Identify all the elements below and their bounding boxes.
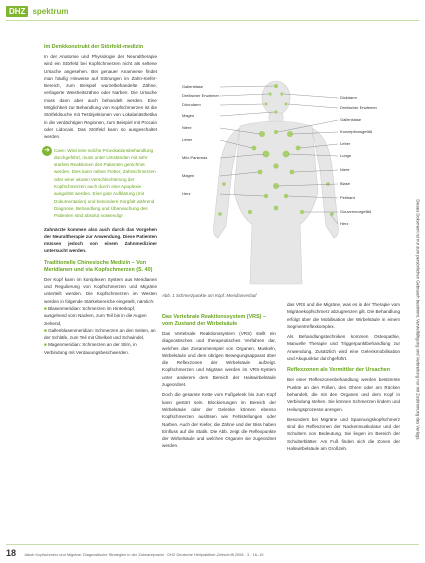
section-heading: Reflexzonen als Vermittler der Ursachen	[287, 367, 391, 374]
figure-label: Leber	[340, 141, 351, 146]
figure-label: Dreifacher Erwärmer	[340, 105, 377, 110]
section-heading: Traditionelle Chinesische Medizin – Von Meridianen und via Kopfschmerzen (S. 40)	[44, 259, 153, 273]
side-copyright-note: Dieses Dokument ist nur zum persönlichen Gebrauch bestimmt. Vervielfältigung und Verbreitung nur mit Zustimmung des Verlags.	[415, 199, 421, 441]
arrow-icon: ➜	[42, 146, 52, 156]
list-item: ■ Blasenmeridian: Schmerzen im Hinterkopf, ausgehend vom Nacken, zum Teil bis in die Augen ziehend,	[44, 305, 147, 326]
figure-label: Leber	[182, 137, 193, 142]
page-header	[6, 6, 68, 17]
paragraph: das VRS und die Migräne, was es in der Therapie vom Migränekopfschmerz abzugrenzen gilt. Die Behandlung erfolgt über die Mobilisation der Wirbelsäule in einem Segmentreflexkomplex.	[287, 302, 400, 329]
figure-label: Gouverneurgefäß	[340, 209, 372, 214]
figure-label: Dünndarm	[182, 102, 201, 107]
figure-label: Perikard	[340, 195, 355, 200]
paragraph: Das Vertebrale Reaktionssystem (VRS) stellt ein diagnostisches und therapeutisches Verfahren dar, welches das Zusammenspiel von Organen, Muskeln, Wirbelsäule und dem übrigen Bewegungsapparat über die Reflexzonen der Wirbelsäule aufzeigt. Kopfschmerzen und Migräne werden im VRS-System unter anderem dem Bereich der Halswirbelsäule zugeordnet.	[162, 331, 276, 388]
paragraph: Besonders bei Migräne und Spannungskopfschmerz sind die Reflexzonen der Nackenmuskulatur und der Schultern von Bedeutung. Sie liegen im Bereich der Schulterblätter. Am Fuß finden sich die Zonen der Halswirbelsäule am Großzeh.	[287, 416, 400, 452]
figure-label: Lunge	[340, 153, 352, 158]
figure-label: Blase	[340, 181, 351, 186]
figure-label: Magen	[182, 113, 195, 118]
figure-label: Dickdarm	[340, 95, 357, 100]
figure-label: Milz-Pankreas	[182, 155, 208, 160]
figure-label: Dreifacher Erwärmer	[182, 93, 219, 98]
figure-label: Herz	[182, 191, 191, 196]
paragraph: Bei einer Reflexzonenbehandlung werden bestimmte Punkte an den Füßen, den Ohren oder am Rücken behandelt, die mit den Organen und dem Kopf in Verbindung stehen. Sie können Schmerzen lindern und Heilungsprozesse anregen.	[287, 377, 400, 412]
figure-label: Herz	[340, 221, 349, 226]
body-chart-figure	[162, 74, 390, 290]
section-heading: Das Vertebrale Reaktionssystem (VRS) – vom Zustand der Wirbelsäule	[162, 314, 266, 327]
bullet-list	[44, 305, 157, 356]
paragraph: Der Kopf kann im komplexen System aus Meridianen und Regulierung von Kopfschmerzen und Migräne unterteilt werden. Die Kopfschmerzen im Westen werden in folgende Stärkebereiche eingeteilt, nämlich:	[44, 276, 157, 304]
list-item: ■ Gallenblasenmeridian: Schmerzen an den Seiten, an der Schläfe, zum Teil mit Übelkeit und Schwindel,	[44, 327, 156, 341]
figure-label: Gallenblase	[182, 84, 204, 89]
paragraph: Als Behandlungstechniken kommen Osteopathie, Manuelle Therapie und Triggerpunktbehandlung zur Anwendung. Zusätzlich wird eine Gelenkmobilisation und Akupunktur durchgeführt.	[287, 334, 400, 362]
figure-label: Niere	[182, 125, 192, 130]
caution-note	[44, 147, 157, 220]
paragraph: In der Anatomie und Physiologie der Neuraltherapie wird ein Störfeld bei Kopfschmerzen nicht als seltene Ursache angesehen. Bei genauer Anamnese findet man häufig Hinweise auf Störungen im Zahn-Kiefer-Bereich, zum Beispiel wurzelbehandelte Zähne, verlagerte Weisheitszähne oder Narben. Die Ursache muss dann aber auch behandelt werden. Eine Möglichkeit zur Behandlung von Kopfschmerzen ist die Störfeldsuche mit Testinjektionen von Lokalanästhetika in die verdächtigen Regionen, zum Beispiel mit Procain oder Lidocain. Das Störfeld kann so ausgeschaltet werden.	[44, 54, 157, 140]
column-left	[44, 44, 157, 356]
footer-citation: Jakob Kopfschmerz und Migräne: Diagnostische Strategien in der Zahnarztpraxis · DHZ Deutsche Heilpraktiker-Zeitschrift 2008 · 3 · 16–19	[24, 552, 264, 557]
column-right	[287, 301, 400, 452]
note-text: Cave: Wird eine solche Provokationsbehandlung durchgeführt, muss unter Umständen mit sehr starken Reaktionen des Patienten gerechnet werden. Dies kann neben Fieber, Zahnschmerzen oder einer akuten Verschlechterung der Kopfschmerzen auch durch eine Apoplexie ausgelöst werden. Eine gute Aufklärung (mit Dokumentation) und besondere Sorgfalt während Diagnose, Behandlung und Überwachung des Patienten sind absolut notwendig!	[54, 147, 156, 219]
figure-label: Niere	[340, 167, 350, 172]
figure-label: Magen	[182, 173, 195, 178]
paragraph: Zahnärzte kommen also auch durch das Vorgehen der Neuraltherapie zur Anwendung. Diese Patienten müssen jedoch von einem Zahnmediziner untersucht werden.	[44, 226, 157, 254]
figure-label: Konzeptionsgefäß	[340, 129, 373, 134]
column-middle	[162, 314, 276, 450]
figure-label: Gallenblase	[340, 117, 362, 122]
page-number: 18	[6, 548, 17, 558]
page-footer	[6, 544, 419, 558]
header-divider	[6, 20, 419, 21]
section-title: spektrum	[32, 7, 69, 16]
magazine-logo: DHZ	[6, 6, 28, 17]
list-item: ■ Magenmeridian: Schmerzen an der Stirn, in Verbindung mit Verdauungsbeschwerden.	[44, 342, 137, 355]
bullet-icon: ■	[44, 342, 49, 348]
bullet-icon: ■	[44, 305, 49, 311]
paragraph: Doch die gesamte Kette vom Fußgelenk bis zum Kopf kann gestört sein. Blockierungen im Bereich der Wirbelsäule oder der Gelenke können ebenso Kopfschmerzen auslösen wie Fehlstellungen oder Narben. Auch der Kiefer, die Zähne und der Biss haben Einfluss auf die Statik. Die Abb. zeigt die Reflexpunkte der Wirbelsäule und welchen Organen sie zugeordnet werden.	[162, 392, 276, 449]
figure-caption: Abb. 1 Schmerzpunkte am Kopf. Meridianverlauf	[162, 293, 257, 298]
section-heading: Im Denkkonstrukt der Störfeld-medizin	[44, 44, 144, 50]
bullet-icon: ■	[44, 327, 49, 333]
